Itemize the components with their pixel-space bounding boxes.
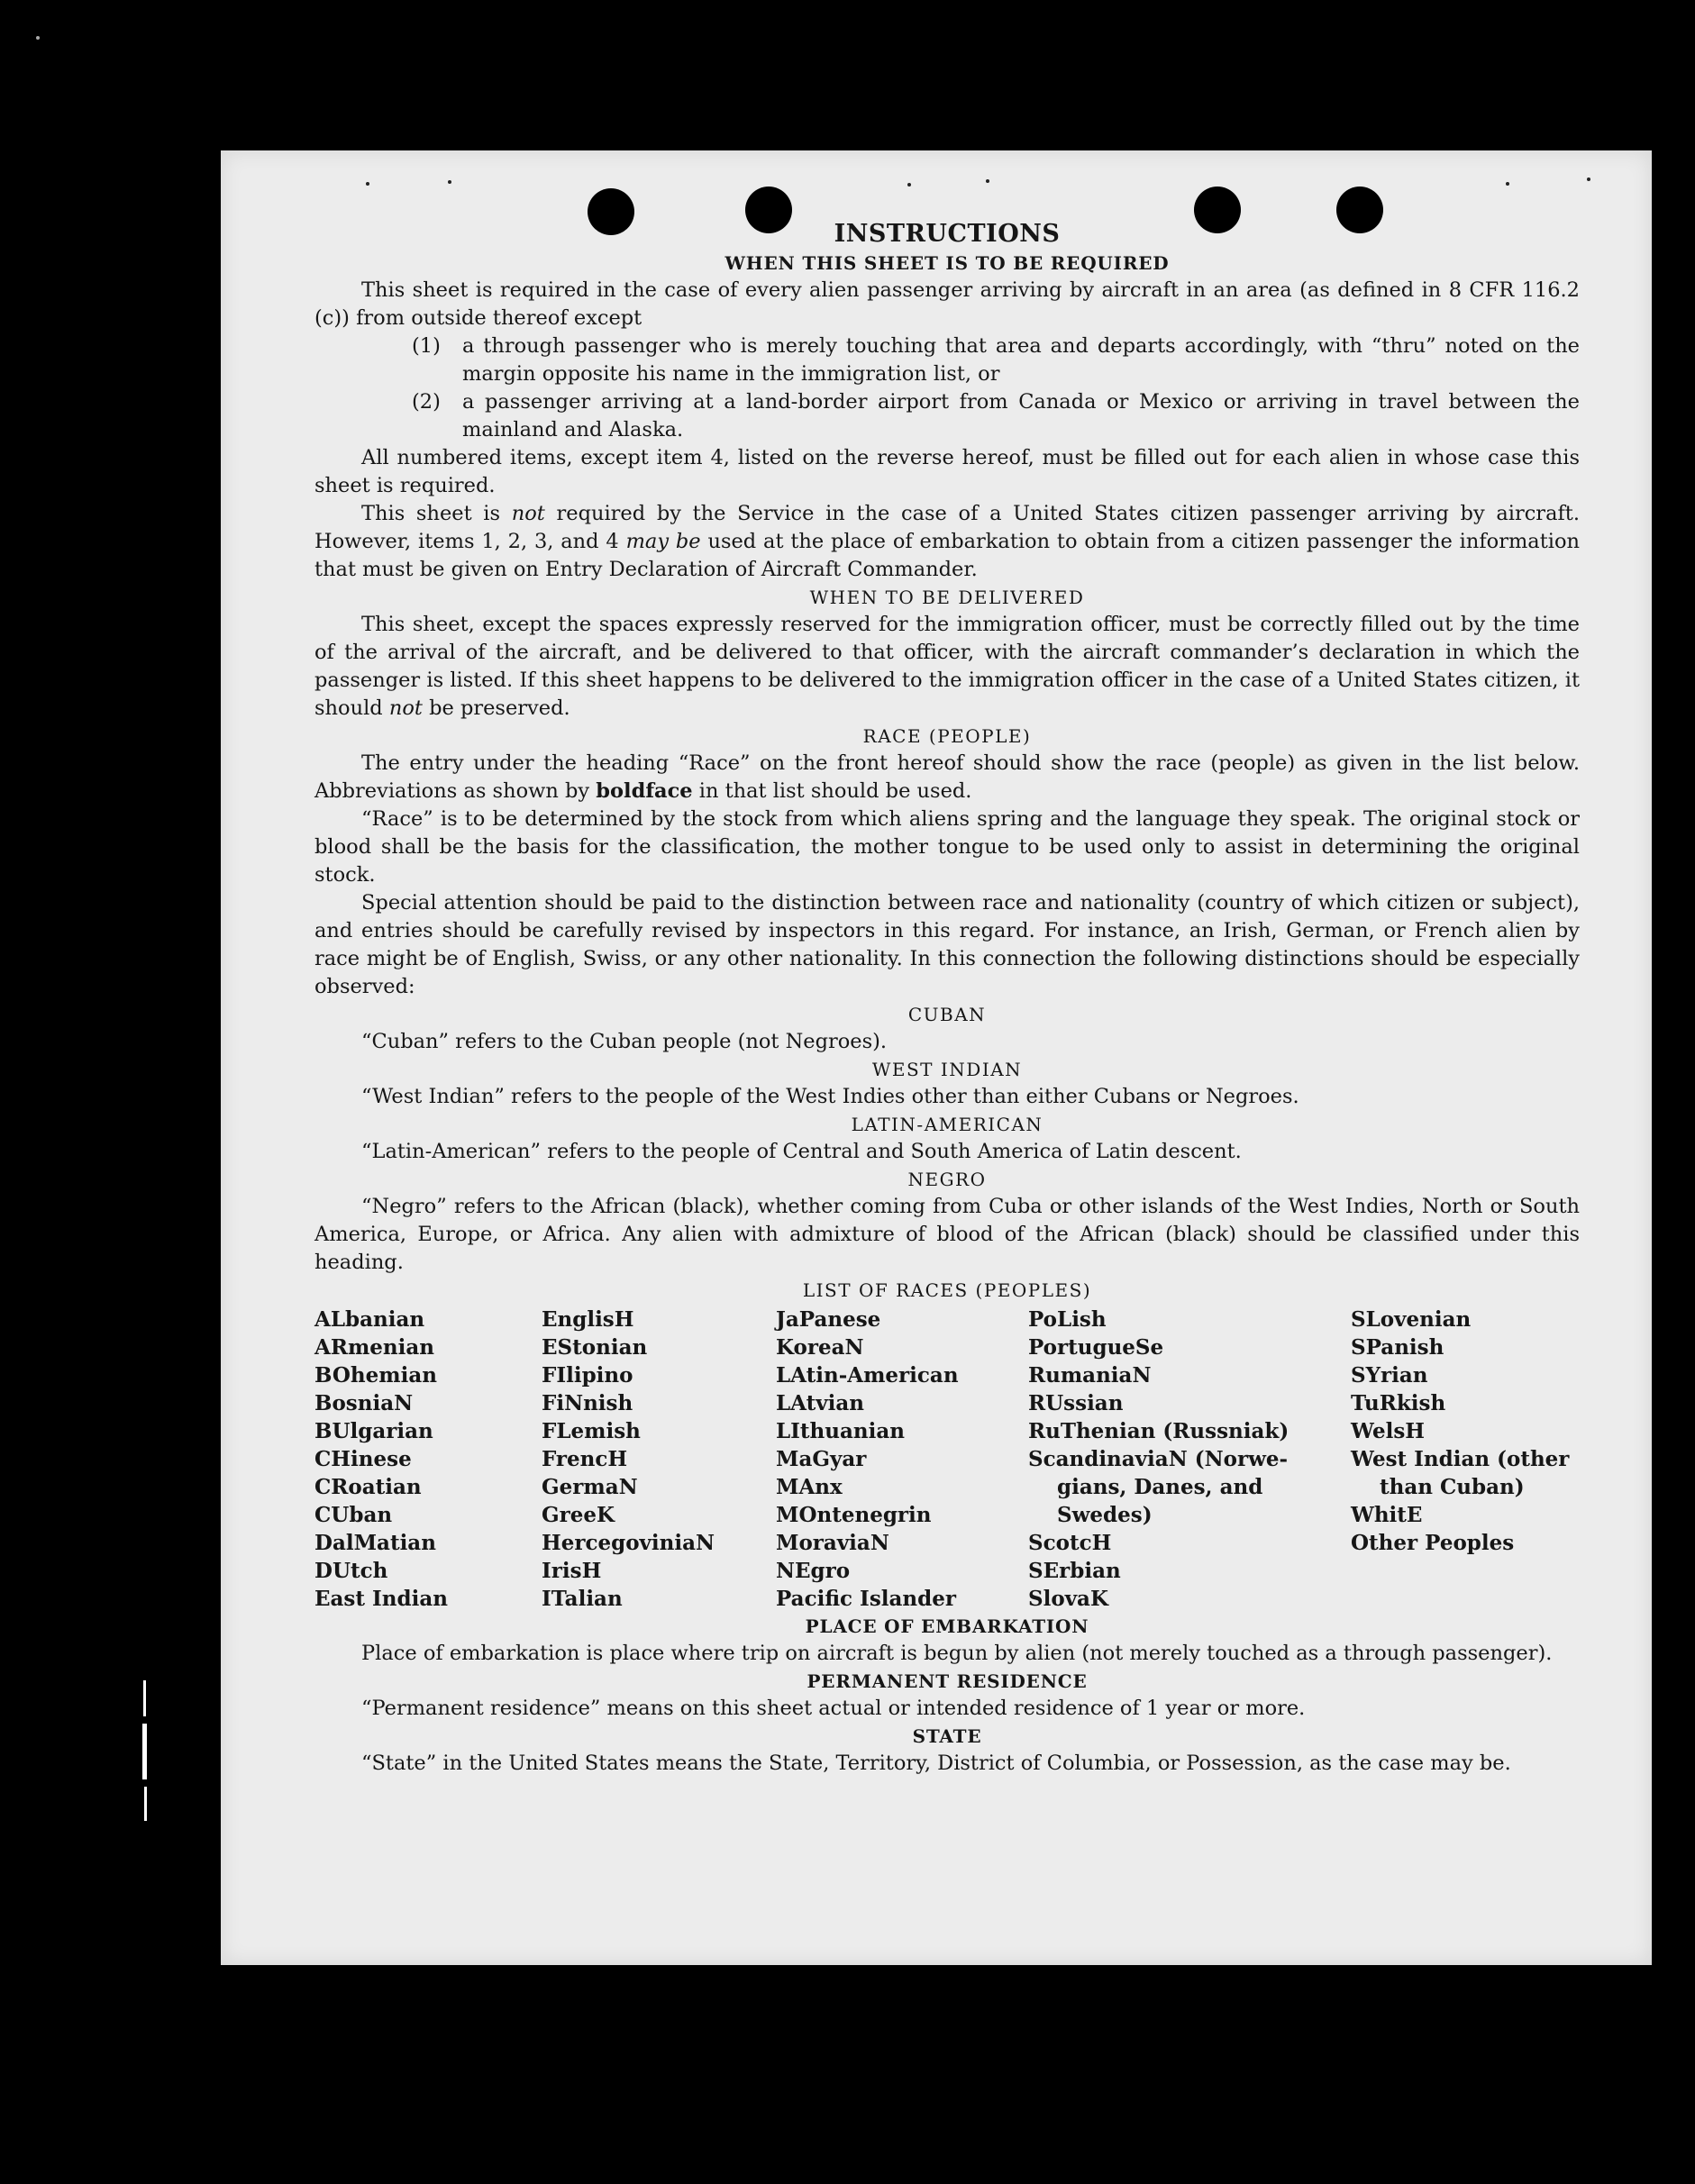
race-entry: EStonian xyxy=(542,1335,648,1360)
race-entry: FIlipino xyxy=(542,1363,633,1388)
section-heading: NEGRO xyxy=(907,1169,987,1190)
race-entry: ALbanian xyxy=(314,1307,425,1332)
race-entry: GermaN xyxy=(542,1475,638,1499)
emphasis: not xyxy=(388,696,423,720)
emphasis: not xyxy=(511,502,545,525)
paragraph: Special attention should be paid to the distinction between race and nationality (country of which citizen or subject), and entries should be carefully revised by inspectors in this regard. For instance, an Irish, German, or French alien by race might be of English, Swiss, or any other nationality. In this connection the following distinctions should be especially observed: xyxy=(314,891,1580,998)
race-entry: RuThenian (Russniak) xyxy=(1028,1419,1289,1443)
race-column xyxy=(542,1306,776,1613)
race-entry: SYrian xyxy=(1351,1363,1428,1388)
race-entry: MAnx xyxy=(776,1475,843,1499)
list-item xyxy=(412,332,1580,388)
race-entry: RUssian xyxy=(1028,1391,1124,1415)
race-entry: East Indian xyxy=(314,1587,448,1611)
section-heading: STATE xyxy=(912,1725,982,1747)
race-column xyxy=(1028,1306,1351,1613)
document-page xyxy=(221,150,1652,1965)
race-entry: HercegoviniaN xyxy=(542,1531,715,1555)
bold-text: boldface xyxy=(596,779,693,803)
race-entry: ITalian xyxy=(542,1587,623,1611)
race-entry: ScandinaviaN (Norwe- xyxy=(1028,1447,1289,1471)
paragraph xyxy=(314,611,1580,723)
race-entry: LAtvian xyxy=(776,1391,864,1415)
race-column xyxy=(776,1306,1028,1613)
race-entry: WelsH xyxy=(1351,1419,1426,1443)
race-entry: KoreaN xyxy=(776,1335,864,1360)
race-entry-continued: gians, Danes, and xyxy=(1057,1475,1263,1499)
race-column xyxy=(314,1306,542,1613)
race-entry: DalMatian xyxy=(314,1531,436,1555)
text-run: This sheet, except the spaces expressly reserved for the immigration officer, must be correctly filled out by the time of the arrival of the aircraft, and be delivered to that officer, with the aircraft commander’s declaration in which the passenger is listed. If this sheet happens to be delivered to the immigration officer in the case of a United States citizen, it should xyxy=(314,613,1580,720)
item-number: (2) xyxy=(412,390,441,414)
paragraph: “Permanent residence” means on this sheet actual or intended residence of 1 year or more. xyxy=(361,1697,1306,1720)
film-edge-mark xyxy=(142,1680,149,1821)
paragraph: “Negro” refers to the African (black), whether coming from Cuba or other islands of the West Indies, North or South America, Europe, or Africa. Any alien with admixture of blood of the African (black) should be classified under this heading. xyxy=(314,1195,1580,1274)
paragraph: “State” in the United States means the State, Territory, District of Columbia, or Possession, as the case may be. xyxy=(361,1752,1511,1775)
section-heading: RACE (PEOPLE) xyxy=(862,725,1032,747)
speck xyxy=(366,182,369,186)
race-entry: BOhemian xyxy=(314,1363,437,1388)
item-text: a through passenger who is merely touching that area and departs accordingly, with “thru” noted on the margin opposite his name in the immigration list, or xyxy=(462,334,1580,386)
paragraph: This sheet is required in the case of every alien passenger arriving by aircraft in an area (as defined in 8 CFR 116.2 (c)) from outside thereof except xyxy=(314,278,1580,330)
emphasis: may be xyxy=(625,530,701,553)
races-table xyxy=(314,1306,1580,1613)
race-entry: BUlgarian xyxy=(314,1419,433,1443)
race-entry: PortugueSe xyxy=(1028,1335,1164,1360)
paragraph: “Latin-American” refers to the people of Central and South America of Latin descent. xyxy=(361,1140,1242,1163)
item-text: a passenger arriving at a land-border airport from Canada or Mexico or arriving in travel between the mainland and Alaska. xyxy=(462,390,1580,441)
paragraph: Place of embarkation is place where trip on aircraft is begun by alien (not merely touched as a through passenger). xyxy=(361,1642,1553,1665)
text-run: The entry under the heading “Race” on the front hereof should show the race (people) as given in the list below. Abbreviations as shown by xyxy=(314,751,1580,803)
race-entry: Pacific Islander xyxy=(776,1587,956,1611)
race-entry: JaPanese xyxy=(776,1307,881,1332)
section-heading: LIST OF RACES (PEOPLES) xyxy=(802,1279,1092,1301)
race-entry: DUtch xyxy=(314,1559,388,1583)
race-entry: TuRkish xyxy=(1351,1391,1446,1415)
speck xyxy=(1587,177,1590,181)
speck xyxy=(36,36,40,40)
race-entry: IrisH xyxy=(542,1559,602,1583)
section-heading: LATIN-AMERICAN xyxy=(851,1114,1043,1135)
paragraph: “West Indian” refers to the people of the West Indies other than either Cubans or Negroes. xyxy=(361,1085,1299,1108)
paragraph: All numbered items, except item 4, listed on the reverse hereof, must be filled out for each alien in whose case this sheet is required. xyxy=(314,446,1580,497)
paragraph xyxy=(314,500,1580,584)
race-entry: MoraviaN xyxy=(776,1531,889,1555)
race-entry: FLemish xyxy=(542,1419,641,1443)
race-entry: CHinese xyxy=(314,1447,412,1471)
speck xyxy=(448,180,451,184)
text-run: This sheet is xyxy=(361,502,512,525)
section-heading: PERMANENT RESIDENCE xyxy=(806,1670,1088,1692)
section-heading: CUBAN xyxy=(907,1004,987,1025)
race-entry: RumaniaN xyxy=(1028,1363,1152,1388)
section-heading: WEST INDIAN xyxy=(871,1059,1023,1080)
speck xyxy=(907,183,911,187)
paragraph: “Race” is to be determined by the stock from which aliens spring and the language they speak. The original stock or blood shall be the basis for the classification, the mother tongue to be used only to assist in determining the original stock. xyxy=(314,807,1580,887)
list-item xyxy=(412,388,1580,444)
race-entry: LAtin-American xyxy=(776,1363,959,1388)
race-entry-continued: Swedes) xyxy=(1057,1503,1153,1527)
section-heading: WHEN TO BE DELIVERED xyxy=(809,587,1085,608)
instructions-text xyxy=(314,219,1580,1778)
race-entry: CUban xyxy=(314,1503,393,1527)
race-entry: EnglisH xyxy=(542,1307,634,1332)
race-entry: FiNnish xyxy=(542,1391,633,1415)
race-entry: CRoatian xyxy=(314,1475,422,1499)
race-entry: FrencH xyxy=(542,1447,628,1471)
race-column xyxy=(1351,1306,1580,1613)
text-run: used at the place of embarkation to obtain from a citizen passenger the information that must be given on Entry Declaration of Aircraft Commander. xyxy=(314,530,1580,581)
race-entry: ARmenian xyxy=(314,1335,435,1360)
race-entry: NEgro xyxy=(776,1559,851,1583)
race-entry: LIthuanian xyxy=(776,1419,905,1443)
race-entry: SLovenian xyxy=(1351,1307,1472,1332)
speck xyxy=(1506,182,1509,186)
paragraph xyxy=(314,750,1580,805)
race-entry: West Indian (other xyxy=(1351,1447,1570,1471)
paragraph: “Cuban” refers to the Cuban people (not Negroes). xyxy=(361,1030,888,1053)
section-heading: PLACE OF EMBARKATION xyxy=(805,1615,1089,1637)
text-run: in that list should be used. xyxy=(692,779,972,803)
race-entry: MOntenegrin xyxy=(776,1503,932,1527)
race-entry: SlovaK xyxy=(1028,1587,1108,1611)
page-title: INSTRUCTIONS xyxy=(834,220,1061,248)
section-heading: WHEN THIS SHEET IS TO BE REQUIRED xyxy=(724,252,1170,274)
text-run: be preserved. xyxy=(422,696,570,720)
race-entry: Other Peoples xyxy=(1351,1531,1515,1555)
race-entry: PoLish xyxy=(1028,1307,1107,1332)
race-entry: MaGyar xyxy=(776,1447,867,1471)
race-entry: SPanish xyxy=(1351,1335,1444,1360)
race-entry: GreeK xyxy=(542,1503,615,1527)
race-entry: WhitE xyxy=(1351,1503,1423,1527)
item-number: (1) xyxy=(412,334,441,358)
race-entry-continued: than Cuban) xyxy=(1380,1475,1525,1499)
race-entry: BosniaN xyxy=(314,1391,414,1415)
speck xyxy=(986,179,989,183)
text-run: required by the Service in the case of a United States citizen passenger arriving by aircraft. However, items 1, 2, 3, and 4 xyxy=(314,502,1581,553)
race-entry: ScotcH xyxy=(1028,1531,1112,1555)
race-entry: SErbian xyxy=(1028,1559,1121,1583)
